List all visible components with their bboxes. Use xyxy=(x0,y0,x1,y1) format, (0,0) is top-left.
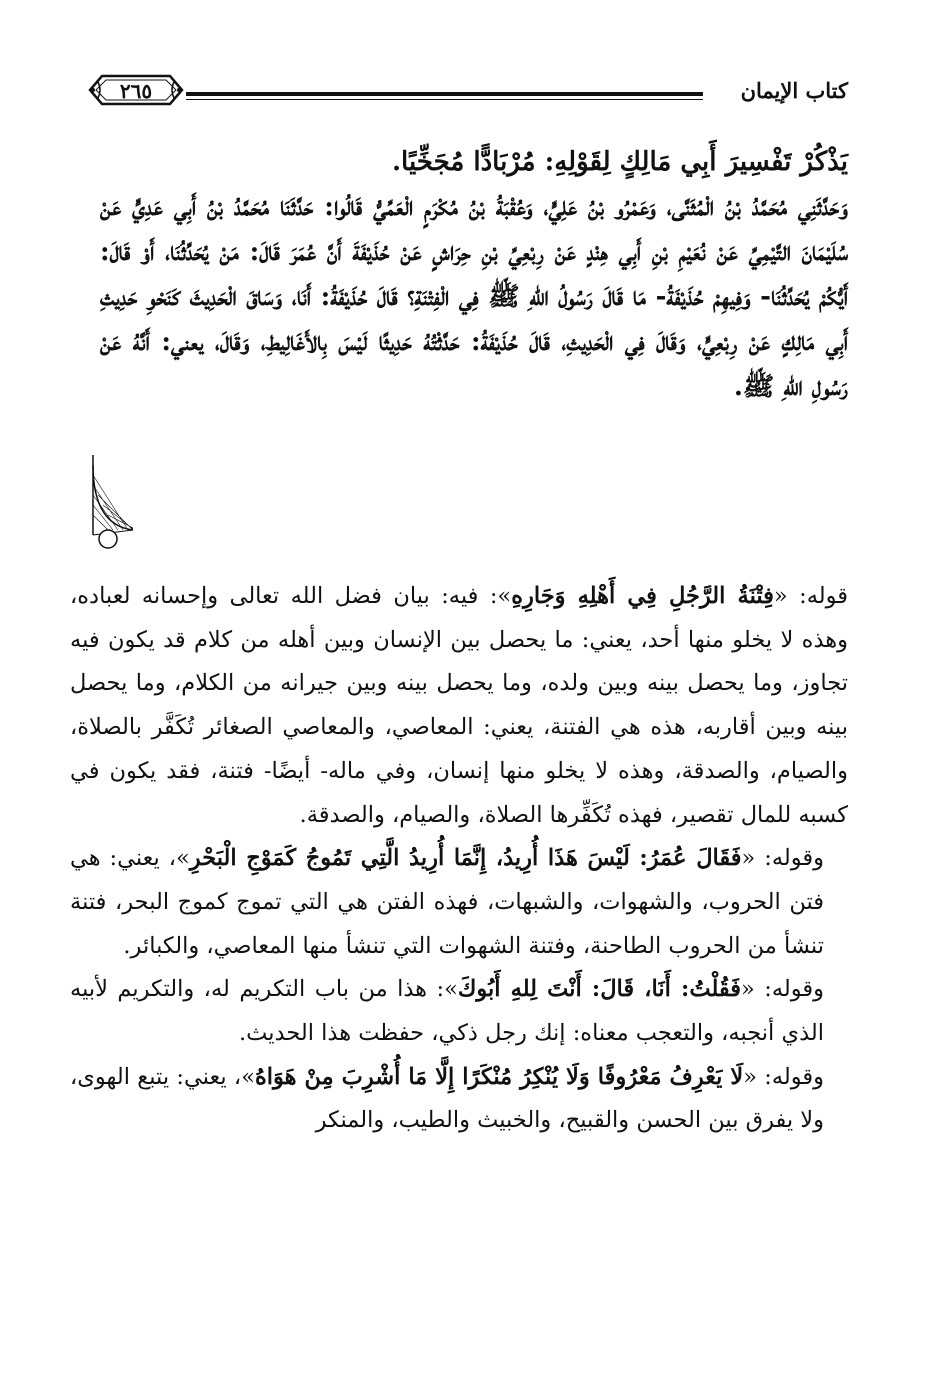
hadith-text xyxy=(100,140,848,410)
hadith-quote: لَا يَعْرِفُ مَعْرُوفًا وَلَا يُنْكِرُ مُنْكَرًا إِلَّا مَا أُشْرِبَ مِنْ هَوَاهُ xyxy=(254,1063,744,1090)
header-rule xyxy=(186,92,703,96)
commentary-paragraph-2: وقوله: «فَقَالَ عُمَرُ: لَيْسَ هَذَا أُرِيدُ، إِنَّمَا أُرِيدُ الَّتِي تَمُوجُ كَمَوْجِ الْبَحْرِ»، يعني: هي فتن الحروب، والشهوات، والشبهات، فهذه الفتن هي التي تموج كموج البحر، فتنة تنشأ من الحروب الطاحنة، وفتنة الشهوات التي تنشأ منها المعاصي، والكبائر. xyxy=(70,845,824,959)
corner-ornament-icon xyxy=(88,455,138,555)
hadith-quote: فَقُلْتُ: أَنَا، قَالَ: أَنْتَ لِلهِ أَبُوكَ xyxy=(457,976,742,1003)
commentary-paragraph-4: وقوله: «لَا يَعْرِفُ مَعْرُوفًا وَلَا يُنْكِرُ مُنْكَرًا إِلَّا مَا أُشْرِبَ مِنْ هَوَاهُ»، يعني: يتبع الهوى، ولا يفرق بين الحسن والقبيح، والخبيث والطيب، والمنكر xyxy=(70,1063,824,1134)
hadith-quote: فِتْنَةُ الرَّجُلِ فِي أَهْلِهِ وَجَارِهِ xyxy=(511,583,774,609)
header-rule-thin xyxy=(186,99,703,100)
page-number-badge xyxy=(88,72,184,108)
hadith-intro-line: يَذْكُرْ تَفْسِيرَ أَبِي مَالِكٍ لِقَوْلِهِ: مُرْبَادًّا مُجَخِّيًا. xyxy=(391,147,848,177)
commentary-text xyxy=(70,575,848,1143)
hadith-chain-paragraph: وَحَدَّثَنِي مُحَمَّدُ بْنُ الْمُثَنَّى، وَعَمْرُو بْنُ عَلِيٍّ، وَعُقْبَةُ بْنُ مُكْرَمٍ الْعَمِّيُّ قَالُوا: حَدَّثَنَا مُحَمَّدُ بْنُ أَبِي عَدِيٍّ عَنْ سُلَيْمَانَ التَّيْمِيِّ عَنْ نُعَيْمِ بْنِ أَبِي هِنْدٍ عَنْ رِبْعِيِّ بْنِ حِرَاشٍ عَنْ حُذَيْفَةَ أَنَّ عُمَرَ قَالَ: مَنْ يُحَدِّثُنَا، أَوْ قَالَ: أَيُّكُمْ يُحَدِّثُنَا- وَفِيهِمْ حُذَيْفَةُ- مَا قَالَ رَسُولُ اللهِ ﷺ فِي الْفِتْنَةِ؟ قَالَ حُذَيْفَةُ: أَنَا، وَسَاقَ الْحَدِيثَ كَنَحْوِ حَدِيثِ أَبِي مَالِكٍ عَنْ رِبْعِيٍّ، وَقَالَ فِي الْحَدِيثِ، قَالَ حُذَيْفَةُ: حَدَّثْتُهُ حَدِيثًا لَيْسَ بِالأَغَالِيطِ، وَقَالَ، يعني: أَنَّهُ عَنْ رَسُولِ اللهِ ﷺ. xyxy=(100,192,848,402)
book-title: كتاب الإيمان xyxy=(740,78,848,103)
page-header xyxy=(88,70,848,110)
commentary-paragraph-3: وقوله: «فَقُلْتُ: أَنَا، قَالَ: أَنْتَ لِلهِ أَبُوكَ»: هذا من باب التكريم له، والتكريم لأبيه الذي أنجبه، والتعجب معناه: إنك رجل ذكي، حفظت هذا الحديث. xyxy=(70,976,824,1047)
hadith-quote: فَقَالَ عُمَرُ: لَيْسَ هَذَا أُرِيدُ، إِنَّمَا أُرِيدُ الَّتِي تَمُوجُ كَمَوْجِ الْبَحْرِ xyxy=(189,845,742,872)
commentary-paragraph-1: قوله: «فِتْنَةُ الرَّجُلِ فِي أَهْلِهِ وَجَارِهِ»: فيه: بيان فضل الله تعالى وإحسانه لعباده، وهذه لا يخلو منها أحد، يعني: ما يحصل بين الإنسان وبين أهله من كلام قد يكون فيه تجاوز، وما يحصل بينه وبين ولده، وما يحصل بينه وبين جيرانه من الكلام، وما يحصل بينه وبين أقاربه، هذه هي الفتنة، يعني: المعاصي، والمعاصي الصغائر تُكَفَّر بالصلاة، والصيام، والصدقة، وهذه لا يخلو منها إنسان، وفي ماله- أيضًا- فتنة، فقد يكون في كسبه للمال تقصير، فهذه تُكَفِّرها الصلاة، والصيام، والصدقة. xyxy=(70,583,848,828)
page-number: ٢٦٥ xyxy=(119,79,153,103)
